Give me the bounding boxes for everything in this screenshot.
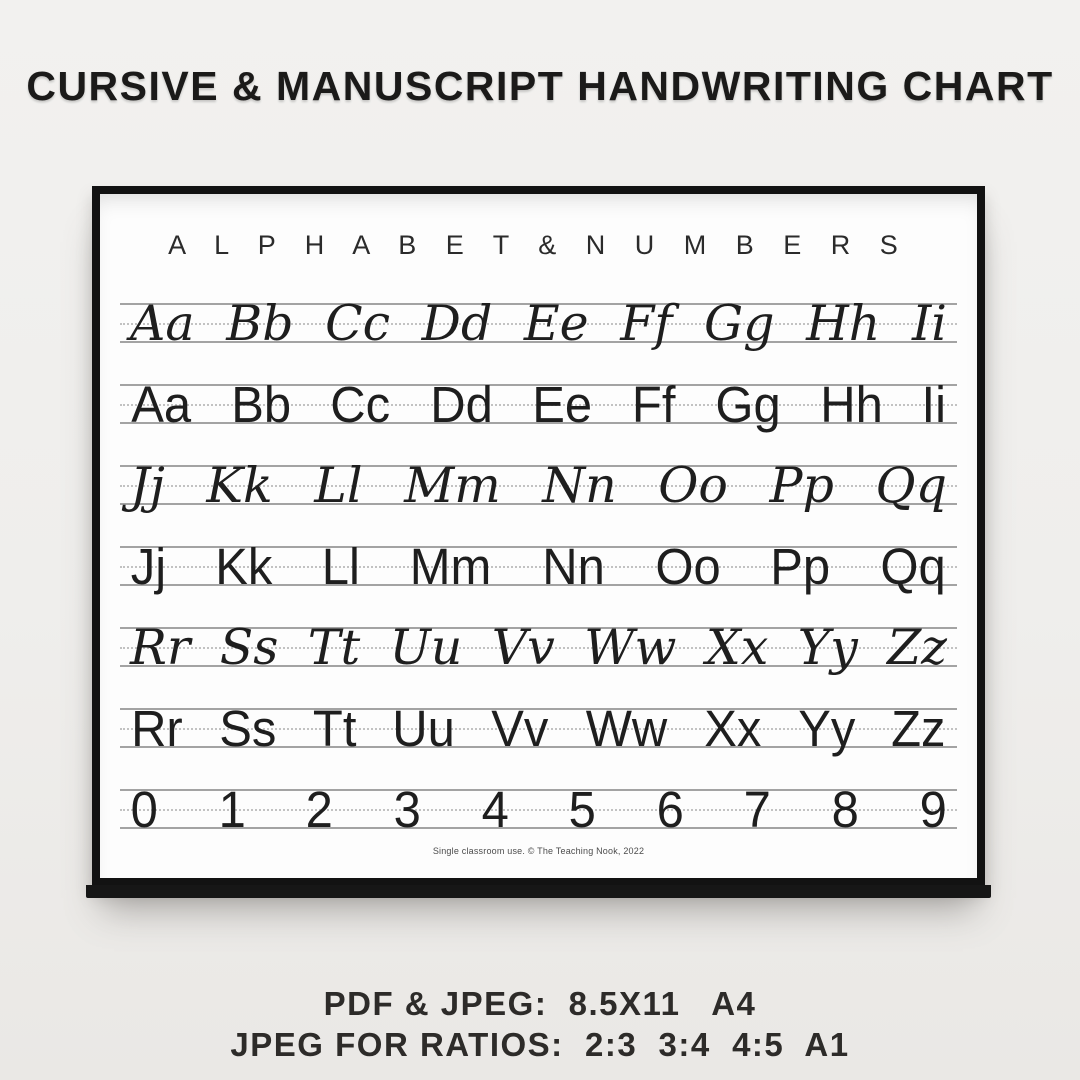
letter-pair: 1 [218, 781, 246, 838]
poster-title: A L P H A B E T & N U M B E R S [168, 230, 909, 260]
handwriting-poster [100, 194, 977, 878]
letter-pair: Aa [130, 295, 195, 352]
letter-pair: Oo [658, 457, 728, 514]
letter-pair: Cc [330, 376, 391, 433]
caption-line-1: PDF & JPEG: 8.5X11 A4 [323, 985, 757, 1022]
letter-pair: Ss [219, 700, 277, 757]
letter-pair: Nn [542, 457, 617, 514]
poster-copyright: Single classroom use. © The Teaching Nook, 2022 [432, 846, 645, 856]
frame-bottom-edge [86, 885, 991, 898]
letter-pair: 4 [481, 781, 509, 838]
letter-pair: Zz [887, 619, 947, 676]
letter-pair: Ee [523, 295, 589, 352]
letter-cells [120, 700, 957, 757]
letter-pair: Ww [585, 700, 668, 757]
letter-pair: Ff [631, 376, 676, 433]
letter-pair: Xx [704, 700, 762, 757]
letter-pair: Zz [891, 700, 946, 757]
letter-cells [120, 295, 957, 352]
letter-pair: Kk [215, 538, 273, 595]
letter-pair: Tt [312, 700, 356, 757]
letter-pair: Mm [404, 457, 501, 514]
caption-line-2: JPEG FOR RATIOS: 2:3 3:4 4:5 A1 [230, 1026, 850, 1063]
format-caption [0, 983, 1080, 1065]
handwriting-row-4-manuscript [120, 538, 957, 595]
letter-pair: Dd [430, 376, 493, 433]
letter-pair: Gg [715, 376, 781, 433]
letter-pair: Ii [911, 295, 947, 352]
letter-pair: Oo [654, 538, 721, 595]
poster-frame [92, 186, 985, 886]
letter-pair: Ee [532, 376, 593, 433]
letter-pair: Vv [491, 619, 555, 676]
letter-pair: Gg [703, 295, 775, 352]
letter-cells [120, 376, 957, 433]
letter-pair: Tt [307, 619, 361, 676]
handwriting-row-5-cursive [120, 619, 957, 676]
handwriting-row-1-cursive [120, 295, 957, 352]
letter-cells [120, 538, 957, 595]
letter-cells [120, 781, 957, 838]
letter-pair: Rr [130, 619, 191, 676]
letter-pair: Ss [219, 619, 279, 676]
letter-pair: Aa [131, 376, 192, 433]
letter-pair: Uu [389, 619, 463, 676]
letter-pair: Jj [130, 538, 167, 595]
letter-rows [100, 295, 977, 838]
letter-pair: Bb [226, 295, 294, 352]
letter-pair: Nn [542, 538, 605, 595]
letter-pair: 6 [656, 781, 684, 838]
letter-pair: Mm [410, 538, 492, 595]
letter-pair: Kk [206, 457, 273, 514]
letter-pair: 2 [305, 781, 334, 838]
letter-pair: Pp [770, 538, 831, 595]
handwriting-row-3-cursive [120, 457, 957, 514]
letter-pair: Ww [584, 619, 677, 676]
letter-pair: Ii [921, 376, 947, 433]
letter-pair: 3 [393, 781, 421, 838]
letter-pair: Pp [769, 457, 834, 514]
letter-pair: Hh [820, 376, 883, 433]
letter-pair: 0 [130, 781, 158, 838]
letter-pair: Yy [797, 700, 856, 757]
letter-pair: 9 [919, 781, 947, 838]
letter-pair: Ff [620, 295, 673, 352]
letter-pair: Ll [314, 457, 363, 514]
letter-cells [120, 619, 957, 676]
handwriting-row-7-manuscript [120, 781, 957, 838]
letter-pair: Qq [875, 457, 947, 514]
letter-pair: Qq [880, 538, 946, 595]
letter-pair: Bb [230, 376, 291, 433]
page-title: CURSIVE & MANUSCRIPT HANDWRITING CHART [26, 63, 1054, 109]
letter-pair: Dd [421, 295, 493, 352]
letter-pair: Jj [130, 457, 165, 514]
letter-cells [120, 457, 957, 514]
letter-pair: Vv [491, 700, 549, 757]
letter-pair: Cc [325, 295, 391, 352]
handwriting-row-2-manuscript [120, 376, 957, 433]
letter-pair: Hh [806, 295, 881, 352]
letter-pair: Yy [797, 619, 858, 676]
letter-pair: 5 [568, 781, 596, 838]
handwriting-row-6-manuscript [120, 700, 957, 757]
letter-pair: Rr [131, 700, 183, 757]
letter-pair: Ll [322, 538, 361, 595]
letter-pair: 8 [831, 781, 859, 838]
letter-pair: Xx [705, 619, 769, 676]
letter-pair: Uu [392, 700, 455, 757]
letter-pair: 7 [743, 781, 772, 838]
